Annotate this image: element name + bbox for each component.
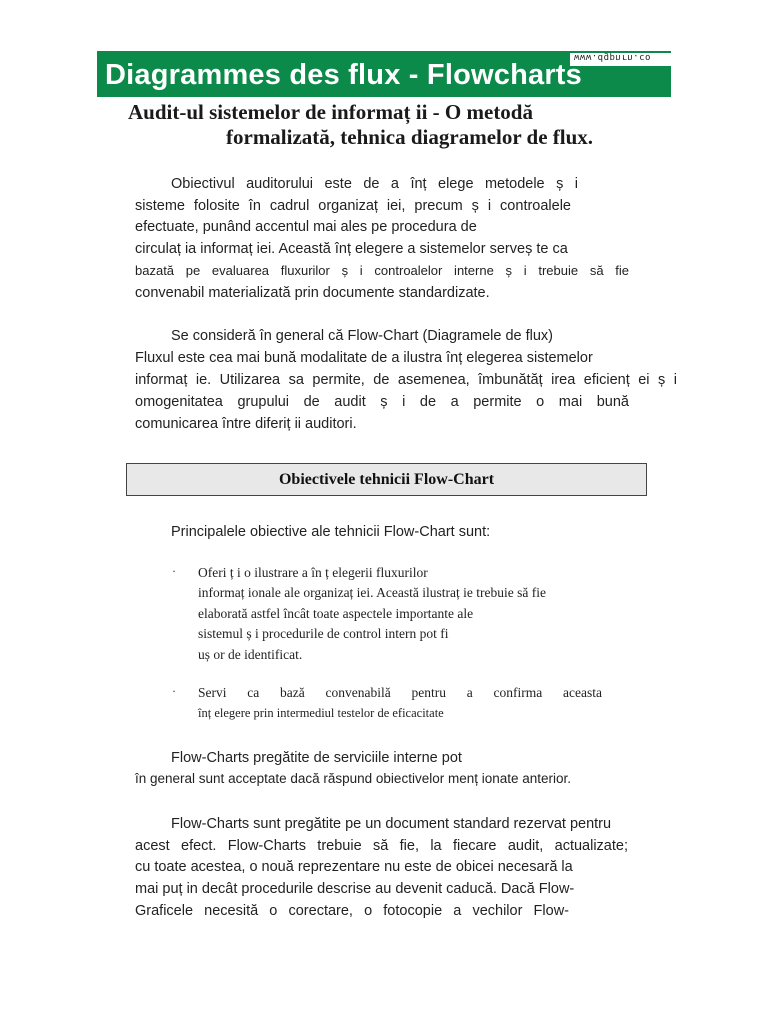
paragraph-1-line: bazată pe evaluarea fluxurilor ș i controalelor interne ș i trebuie să fie (135, 263, 629, 278)
paragraph-2-line: comunicarea între diferiț ii auditori. (135, 416, 357, 432)
paragraph-3-line: în general sunt acceptate dacă răspund obiectivelor menț ionate anterior. (135, 771, 572, 786)
bullet-1-line: elaborată astfel încât toate aspectele importante ale (198, 606, 474, 621)
paragraph-1-line: Obiectivul auditorului este de a înț elege metodele ș i (171, 176, 578, 192)
bullet-2-line: Servi ca bază convenabilă pentru a confirma aceasta (198, 685, 602, 700)
paragraph-2-line: omogenitatea grupului de audit ș i de a permite o mai bună (135, 394, 629, 410)
bullet-1-line: sistemul ș i procedurile de control intern pot fi (198, 626, 449, 641)
bullet-1-line: Oferi ț i o ilustrare a în ț elegerii fluxurilor (198, 565, 428, 580)
bullet-marker: · (172, 564, 176, 578)
paragraph-4-line: Flow-Charts sunt pregătite pe un document standard rezervat pentru (171, 816, 612, 832)
paragraph-3-line: Flow-Charts pregătite de serviciile interne pot (171, 750, 462, 766)
page-title: Diagrammes des flux - Flowcharts (105, 59, 582, 91)
section-title: Obiectivele tehnicii Flow-Chart (278, 471, 495, 488)
paragraph-1-line: sisteme folosite în cadrul organizaț iei, precum ș i controalele (135, 198, 571, 214)
subtitle-line-2: formalizată, tehnica diagramelor de flux. (226, 125, 594, 149)
paragraph-4-line: Graficele necesită o corectare, o fotocopie a vechilor Flow- (135, 903, 569, 919)
header-mirror-text: www.dgpnrn.co (574, 52, 651, 62)
section-intro: Principalele obiective ale tehnicii Flow-Chart sunt: (171, 524, 491, 540)
bullet-1-line: uș or de identificat. (198, 647, 303, 662)
paragraph-4-line: cu toate acestea, o nouă reprezentare nu este de obicei necesară la (135, 859, 573, 875)
paragraph-2-line: informaț ie. Utilizarea sa permite, de asemenea, îmbunătăț irea eficienț ei ș i (135, 372, 677, 388)
paragraph-1-line: circulaț ia informaț iei. Această înț elegere a sistemelor serveș te ca (135, 241, 568, 257)
paragraph-2-line: Fluxul este cea mai bună modalitate de a ilustra înț elegerea sistemelor (135, 350, 593, 366)
section-header-box (126, 463, 647, 496)
paragraph-2-line: Se consideră în general că Flow-Chart (Diagramele de flux) (171, 328, 554, 344)
paragraph-1-line: convenabil materializată prin documente standardizate. (135, 285, 490, 301)
bullet-2-line: înț elegere prin intermediul testelor de eficacitate (198, 706, 444, 720)
bullet-1-line: informaț ionale ale organizaț iei. Această ilustraț ie trebuie să fie (198, 585, 546, 600)
paragraph-1-line: efectuate, punând accentul mai ales pe procedura de (135, 219, 477, 235)
bullet-marker: · (172, 684, 176, 698)
paragraph-4-line: mai puț in decât procedurile descrise au devenit caducă. Dacă Flow- (135, 881, 575, 897)
subtitle-line-1: Audit-ul sistemelor de informaț ii - O metodă (128, 100, 533, 124)
paragraph-4-line: acest efect. Flow-Charts trebuie să fie, la fiecare audit, actualizate; (135, 838, 628, 854)
